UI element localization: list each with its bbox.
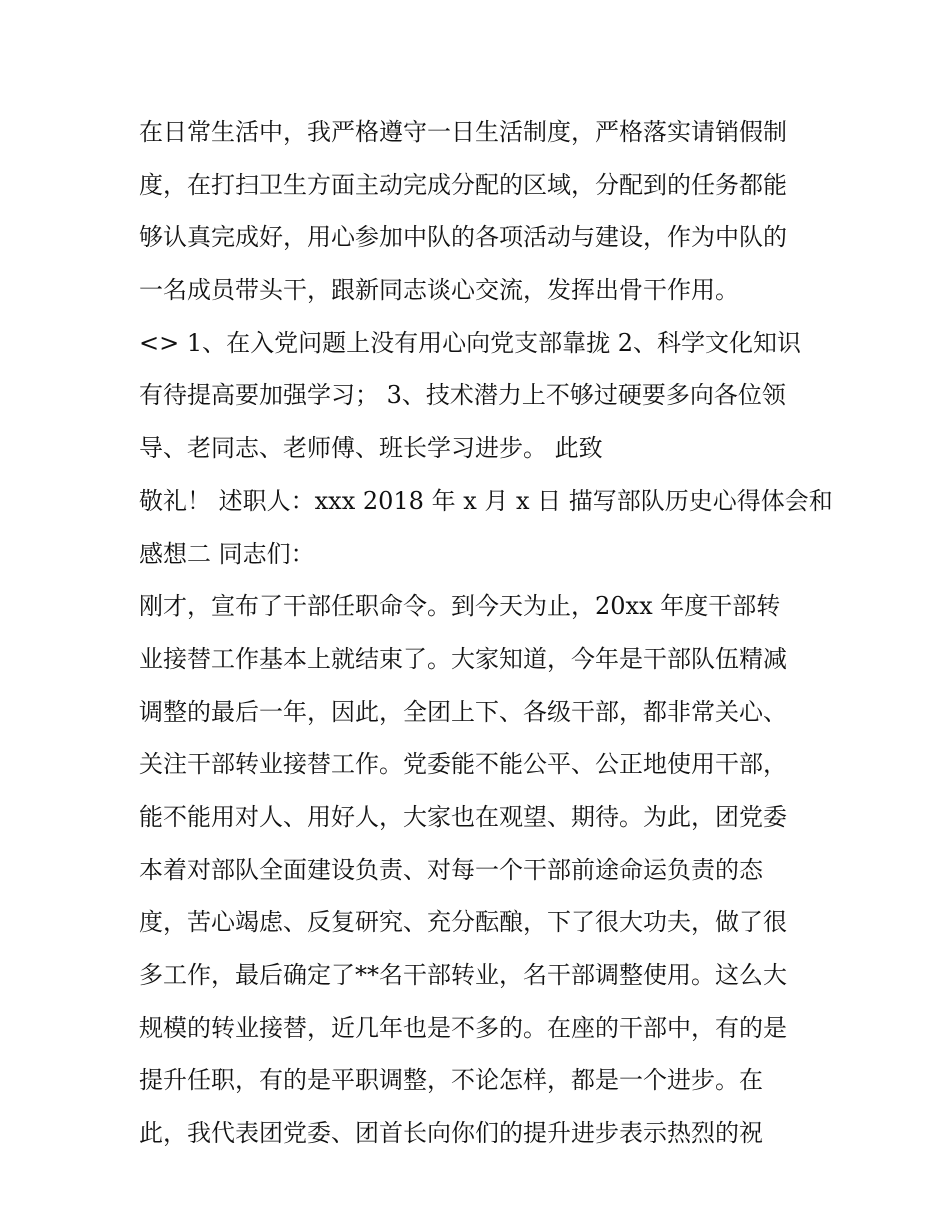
text-line: 导、老同志、老师傅、班长学习进步。 此致 xyxy=(139,434,603,463)
text-line: <> 1、在入党问题上没有用心向党支部靠拢 2、科学文化知识 xyxy=(139,328,802,357)
text-line: 在日常生活中，我严格遵守一日生活制度，严格落实请销假制 xyxy=(139,118,787,146)
text-line: 本着对部队全面建设负责、对每一个干部前途命运负责的态 xyxy=(139,855,763,884)
text-line: 提升任职，有的是平职调整，不论怎样，都是一个进步。在 xyxy=(139,1066,763,1095)
text-line: 敬礼！ 述职人：xxx 2018 年 x 月 x 日 描写部队历史心得体会和 xyxy=(139,486,833,515)
text-line: 多工作，最后确定了**名干部转业，名干部调整使用。这么大 xyxy=(139,961,787,989)
text-line: 调整的最后一年，因此，全团上下、各级干部，都非常关心、 xyxy=(139,697,787,726)
text-line: 业接替工作基本上就结束了。大家知道，今年是干部队伍精减 xyxy=(139,644,787,673)
body-text xyxy=(139,106,833,1160)
text-line: 刚才，宣布了干部任职命令。到今天为止，20xx 年度干部转 xyxy=(139,592,781,621)
text-line: 度，在打扫卫生方面主动完成分配的区域，分配到的任务都能 xyxy=(139,170,787,199)
text-line: 此，我代表团党委、团首长向你们的提升进步表示热烈的祝 xyxy=(139,1119,763,1148)
text-line: 度，苦心竭虑、反复研究、充分酝酿，下了很大功夫，做了很 xyxy=(139,908,787,937)
text-line: 有待提高要加强学习； 3、技术潜力上不够过硬要多向各位领 xyxy=(139,381,786,410)
text-line: 能不能用对人、用好人，大家也在观望、期待。为此，团党委 xyxy=(139,802,787,831)
text-line: 一名成员带头干，跟新同志谈心交流，发挥出骨干作用。 xyxy=(139,276,739,305)
text-line: 关注干部转业接替工作。党委能不能公平、公正地使用干部， xyxy=(139,750,787,779)
text-line: 规模的转业接替，近几年也是不多的。在座的干部中，有的是 xyxy=(139,1013,787,1042)
text-line: 够认真完成好，用心参加中队的各项活动与建设，作为中队的 xyxy=(139,223,787,252)
text-line: 感想二 同志们： xyxy=(139,539,315,568)
